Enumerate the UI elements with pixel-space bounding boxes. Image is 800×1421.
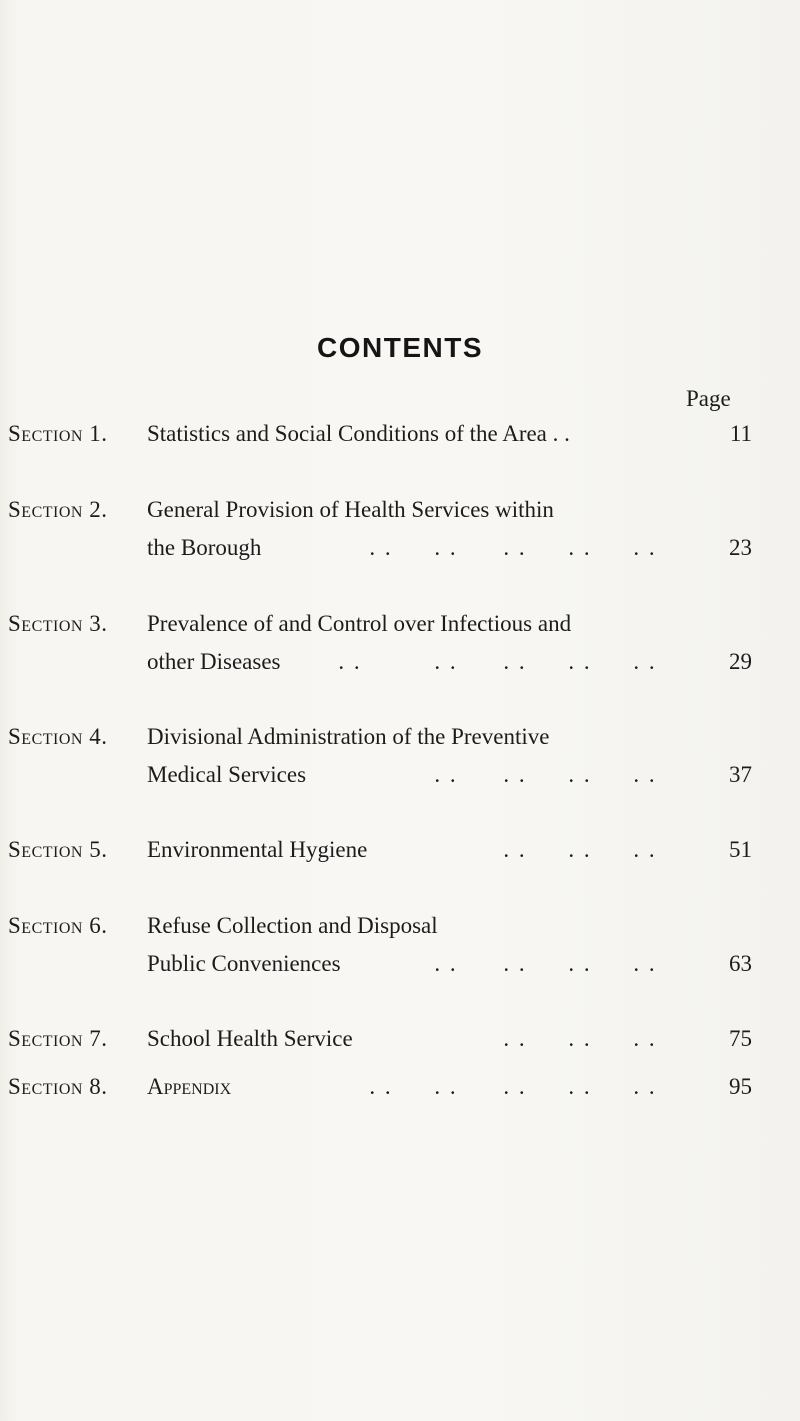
section-word: Section: [8, 1026, 83, 1051]
dot-leader: . .: [633, 951, 657, 976]
dot-leader: . .: [568, 1026, 592, 1051]
section-number: 2.: [89, 497, 108, 522]
section-title-line-1: Prevalence of and Control over Infectious and: [147, 611, 572, 636]
dot-leader: . .: [369, 1074, 393, 1099]
dot-leader: . .: [568, 762, 592, 787]
dot-leader: . .: [434, 951, 458, 976]
section-number: 8.: [89, 1074, 108, 1099]
dot-leader: . .: [503, 762, 527, 787]
page-number: 51: [729, 837, 752, 862]
section-title-line-2: the Borough: [147, 535, 262, 560]
section-number: 6.: [89, 913, 108, 938]
dot-leader: . .: [568, 535, 592, 560]
section-word: Section: [8, 913, 83, 938]
dot-leader: . .: [503, 535, 527, 560]
dot-leader: . .: [633, 837, 657, 862]
page-number: 95: [729, 1074, 752, 1099]
dot-leader: . .: [568, 837, 592, 862]
section-number: 4.: [89, 724, 108, 749]
dot-leader: . .: [434, 762, 458, 787]
dot-leader: . .: [633, 1026, 657, 1051]
page-title: CONTENTS: [317, 332, 483, 363]
dot-leader: . .: [338, 649, 362, 674]
dot-leader: . .: [568, 1074, 592, 1099]
dot-leader: . .: [633, 1074, 657, 1099]
dot-leader: . .: [434, 535, 458, 560]
dot-leader: . .: [434, 1074, 458, 1099]
section-word: Section: [8, 497, 83, 522]
section-number: 5.: [89, 837, 108, 862]
section-title: Appendix: [147, 1074, 232, 1099]
section-title: Statistics and Social Conditions of the Area . .: [147, 421, 570, 446]
dot-leader: . .: [568, 951, 592, 976]
section-title-line-2: other Diseases: [147, 649, 281, 674]
section-title-line-1: Divisional Administration of the Preventive: [147, 724, 550, 749]
section-title-line-1: General Provision of Health Services within: [147, 497, 554, 522]
dot-leader: . .: [503, 1074, 527, 1099]
page-number: 23: [729, 535, 752, 560]
page-number: 63: [729, 951, 752, 976]
section-number: 3.: [89, 611, 108, 636]
page-column-header: Page: [686, 386, 731, 411]
page-number: 11: [729, 421, 752, 446]
section-word: Section: [8, 421, 83, 446]
dot-leader: . .: [434, 649, 458, 674]
section-title: School Health Service: [147, 1026, 353, 1051]
section-title-line-2: Medical Services: [147, 762, 307, 787]
section-word: Section: [8, 724, 83, 749]
dot-leader: . .: [503, 649, 527, 674]
dot-leader: . .: [633, 535, 657, 560]
section-word: Section: [8, 837, 83, 862]
section-word: Section: [8, 611, 83, 636]
dot-leader: . .: [568, 649, 592, 674]
dot-leader: . .: [633, 762, 657, 787]
dot-leader: . .: [503, 951, 527, 976]
section-title-line-1: Refuse Collection and Disposal: [147, 913, 438, 938]
section-number: 1.: [89, 421, 108, 446]
page-number: 75: [729, 1026, 752, 1051]
dot-leader: . .: [369, 535, 393, 560]
dot-leader: . .: [503, 837, 527, 862]
section-title-line-2: Public Conveniences: [147, 951, 341, 976]
page-number: 37: [729, 762, 752, 787]
page-number: 29: [729, 649, 752, 674]
dot-leader: . .: [503, 1026, 527, 1051]
section-number: 7.: [89, 1026, 108, 1051]
section-word: Section: [8, 1074, 83, 1099]
dot-leader: . .: [633, 649, 657, 674]
section-title: Environmental Hygiene: [147, 837, 368, 862]
